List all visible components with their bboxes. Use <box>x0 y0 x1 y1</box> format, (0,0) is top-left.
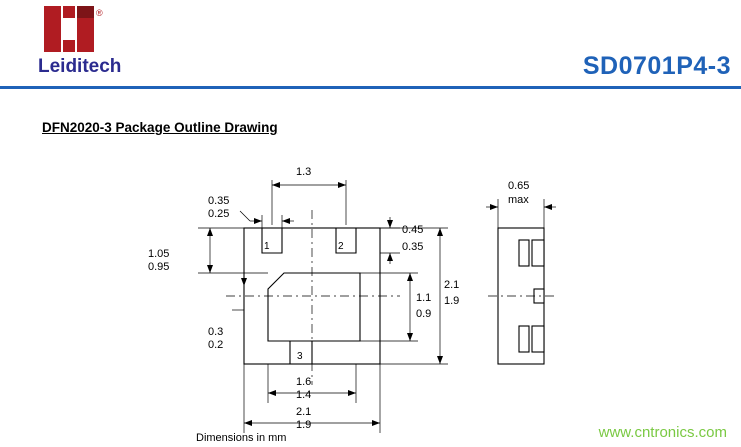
logo-bar-left <box>44 6 61 52</box>
dim-label-inner-height-min: 0.9 <box>416 308 432 320</box>
dim-label-overall-width-max: 2.1 <box>296 406 312 418</box>
dim-label-left-height-max: 1.05 <box>148 248 170 260</box>
company-logo <box>38 6 158 80</box>
arrow-16-right <box>348 390 356 396</box>
page-header <box>0 0 741 88</box>
dim-label-side-height-max: 2.1 <box>444 279 460 291</box>
arrow-21h-left <box>244 420 252 426</box>
dim-label-inner-height-max: 1.1 <box>416 292 432 304</box>
arrow-16-left <box>268 390 276 396</box>
dim-label-bottom-tab-min: 0.2 <box>208 339 224 351</box>
part-number: SD0701P4-3 <box>582 52 731 80</box>
arrow-035-right <box>282 218 290 224</box>
arrow-045-top <box>387 220 393 228</box>
arrow-11-bottom <box>407 333 413 341</box>
dim-label-bottom-width-max: 1.6 <box>296 376 312 388</box>
dim-label-bottom-width-min: 1.4 <box>296 389 312 401</box>
pin-label-2: 2 <box>338 241 344 252</box>
arrow-21v-bottom <box>437 356 443 364</box>
arrow-11-top <box>407 273 413 281</box>
dim-label-lead-width-min: 0.25 <box>208 208 230 220</box>
side-view-lead-bottom <box>519 326 529 352</box>
side-view-lead-top <box>519 240 529 266</box>
drawing-canvas <box>0 145 741 445</box>
arrow-035-left <box>254 218 262 224</box>
dim-label-lead-width-max: 0.35 <box>208 195 230 207</box>
arrow-065-left <box>490 204 498 210</box>
logo-bar-middle <box>63 6 75 52</box>
units-note: Dimensions in mm <box>196 432 287 444</box>
arrow-105-bottom <box>207 265 213 273</box>
logo-notch <box>77 6 94 18</box>
dim-label-pad-gap-max: 0.45 <box>402 224 424 236</box>
dim-label-pad-gap-min: 0.35 <box>402 241 424 253</box>
dim-label-left-height-min: 0.95 <box>148 261 170 273</box>
pin-label-3: 3 <box>297 351 303 362</box>
registered-trademark-icon: ® <box>96 8 103 18</box>
dim-label-bottom-tab-max: 0.3 <box>208 326 224 338</box>
arrow-21v-top <box>437 228 443 236</box>
section-title: DFN2020-3 Package Outline Drawing <box>42 120 278 135</box>
arrow-13-right <box>338 182 346 188</box>
site-watermark: www.cntronics.com <box>598 424 727 441</box>
dim-label-overall-width-min: 1.9 <box>296 419 312 431</box>
dim-label-thickness: 0.65 <box>508 180 530 192</box>
dim-label-side-height-min: 1.9 <box>444 295 460 307</box>
inner-pad-outline <box>268 273 360 341</box>
arrow-045-bottom <box>387 253 393 261</box>
arrow-21h-right <box>372 420 380 426</box>
header-divider <box>0 86 741 89</box>
arrow-13-left <box>272 182 280 188</box>
logo-mark-icon <box>44 6 98 52</box>
leader-035 <box>240 211 250 221</box>
arrow-105-top <box>207 228 213 236</box>
side-view-lead-top-outer <box>532 240 544 266</box>
company-name: Leiditech <box>38 56 122 77</box>
pin-label-1: 1 <box>264 241 270 252</box>
dim-label-thickness-qualifier: max <box>508 194 529 206</box>
side-view-lead-bottom-outer <box>532 326 544 352</box>
package-outline-drawing <box>0 145 741 445</box>
dim-label-top-width: 1.3 <box>296 166 312 178</box>
arrow-065-right <box>544 204 552 210</box>
